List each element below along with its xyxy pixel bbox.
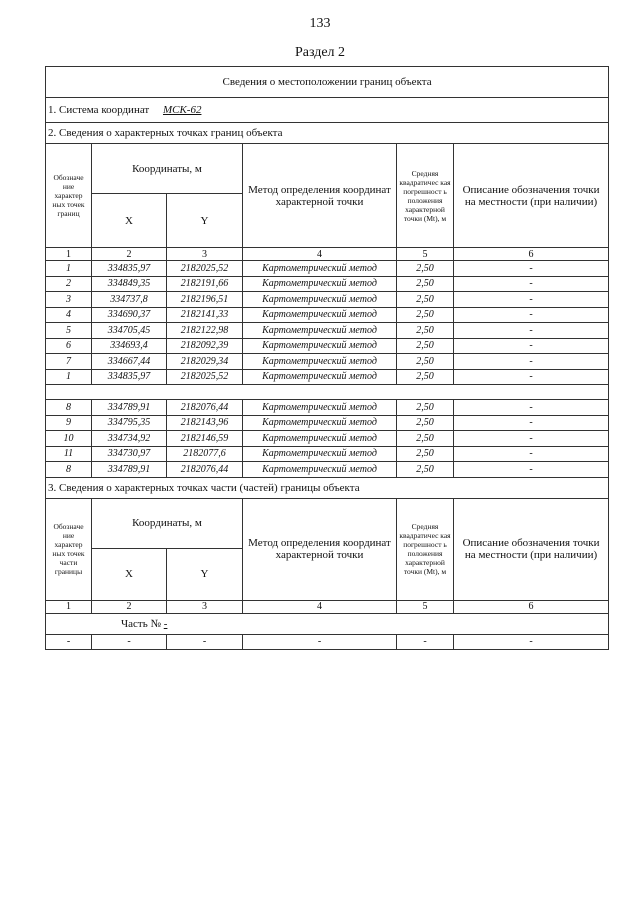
part-label: Часть №	[121, 617, 161, 630]
contour-separator	[46, 385, 609, 400]
header3-y: Y	[167, 548, 243, 600]
table-row: 1 334835,97 2182025,52 Картометрический метод 2,50 -	[46, 261, 609, 277]
part-value: -	[163, 617, 168, 630]
header3-method: Метод определения координат характерной точки	[243, 498, 397, 600]
table-row: 8 334789,91 2182076,44 Картометрический метод 2,50 -	[46, 400, 609, 416]
table-row: 8 334789,91 2182076,44 Картометрический метод 2,50 -	[46, 462, 609, 478]
header3-desc: Описание обозначения точки на местности (при наличии)	[454, 498, 609, 600]
header3-point: Обозначе ние характер ных точек части границы	[46, 498, 92, 600]
table-title: Сведения о местоположении границ объекта	[46, 67, 609, 98]
coord-system-label: 1. Система координат	[48, 104, 150, 116]
table-row: 9 334795,35 2182143,96 Картометрический метод 2,50 -	[46, 415, 609, 431]
table-row: 3 334737,8 2182196,51 Картометрический метод 2,50 -	[46, 292, 609, 308]
header-y: Y	[167, 194, 243, 248]
table-row: 1 334835,97 2182025,52 Картометрический метод 2,50 -	[46, 369, 609, 385]
boundary-table	[45, 66, 609, 650]
table-row: - - - - - -	[46, 634, 609, 650]
header3-coords: Координаты, м	[92, 498, 243, 548]
header-point: Обозначе ние характер ных точек границ	[46, 144, 92, 248]
sec2-title: 2. Сведения о характерных точках границ объекта	[46, 123, 609, 144]
header3-x: X	[92, 548, 167, 600]
table-row: 11 334730,97 2182077,6 Картометрический метод 2,50 -	[46, 446, 609, 462]
section-title: Раздел 2	[294, 45, 346, 60]
table-row: 7 334667,44 2182029,34 Картометрический метод 2,50 -	[46, 354, 609, 370]
col-numbers-row: 1 2 3 4 5 6	[46, 600, 609, 613]
header-method: Метод определения координат характерной точки	[243, 144, 397, 248]
page-number: 133	[309, 16, 331, 31]
sec3-title: 3. Сведения о характерных точках части (частей) границы объекта	[46, 477, 609, 498]
table-row: 2 334849,35 2182191,66 Картометрический метод 2,50 -	[46, 276, 609, 292]
header-error: Средняя квадратичес кая погрешност ь положения характерной точки (Mt), м	[397, 144, 454, 248]
header-desc: Описание обозначения точки на местности (при наличии)	[454, 144, 609, 248]
table-row: 10 334734,92 2182146,59 Картометрический метод 2,50 -	[46, 431, 609, 447]
table-row: 5 334705,45 2182122,98 Картометрический метод 2,50 -	[46, 323, 609, 339]
table-row: 4 334690,37 2182141,33 Картометрический метод 2,50 -	[46, 307, 609, 323]
col-numbers-row: 1 2 3 4 5 6	[46, 248, 609, 261]
coord-system-row	[46, 98, 609, 123]
header3-error: Средняя квадратичес кая погрешност ь положения характерной точки (Mt), м	[397, 498, 454, 600]
header-x: X	[92, 194, 167, 248]
table-row: 6 334693,4 2182092,39 Картометрический метод 2,50 -	[46, 338, 609, 354]
coord-system-value: МСК-62	[162, 104, 202, 116]
header-coords: Координаты, м	[92, 144, 243, 194]
part-row	[46, 613, 609, 634]
